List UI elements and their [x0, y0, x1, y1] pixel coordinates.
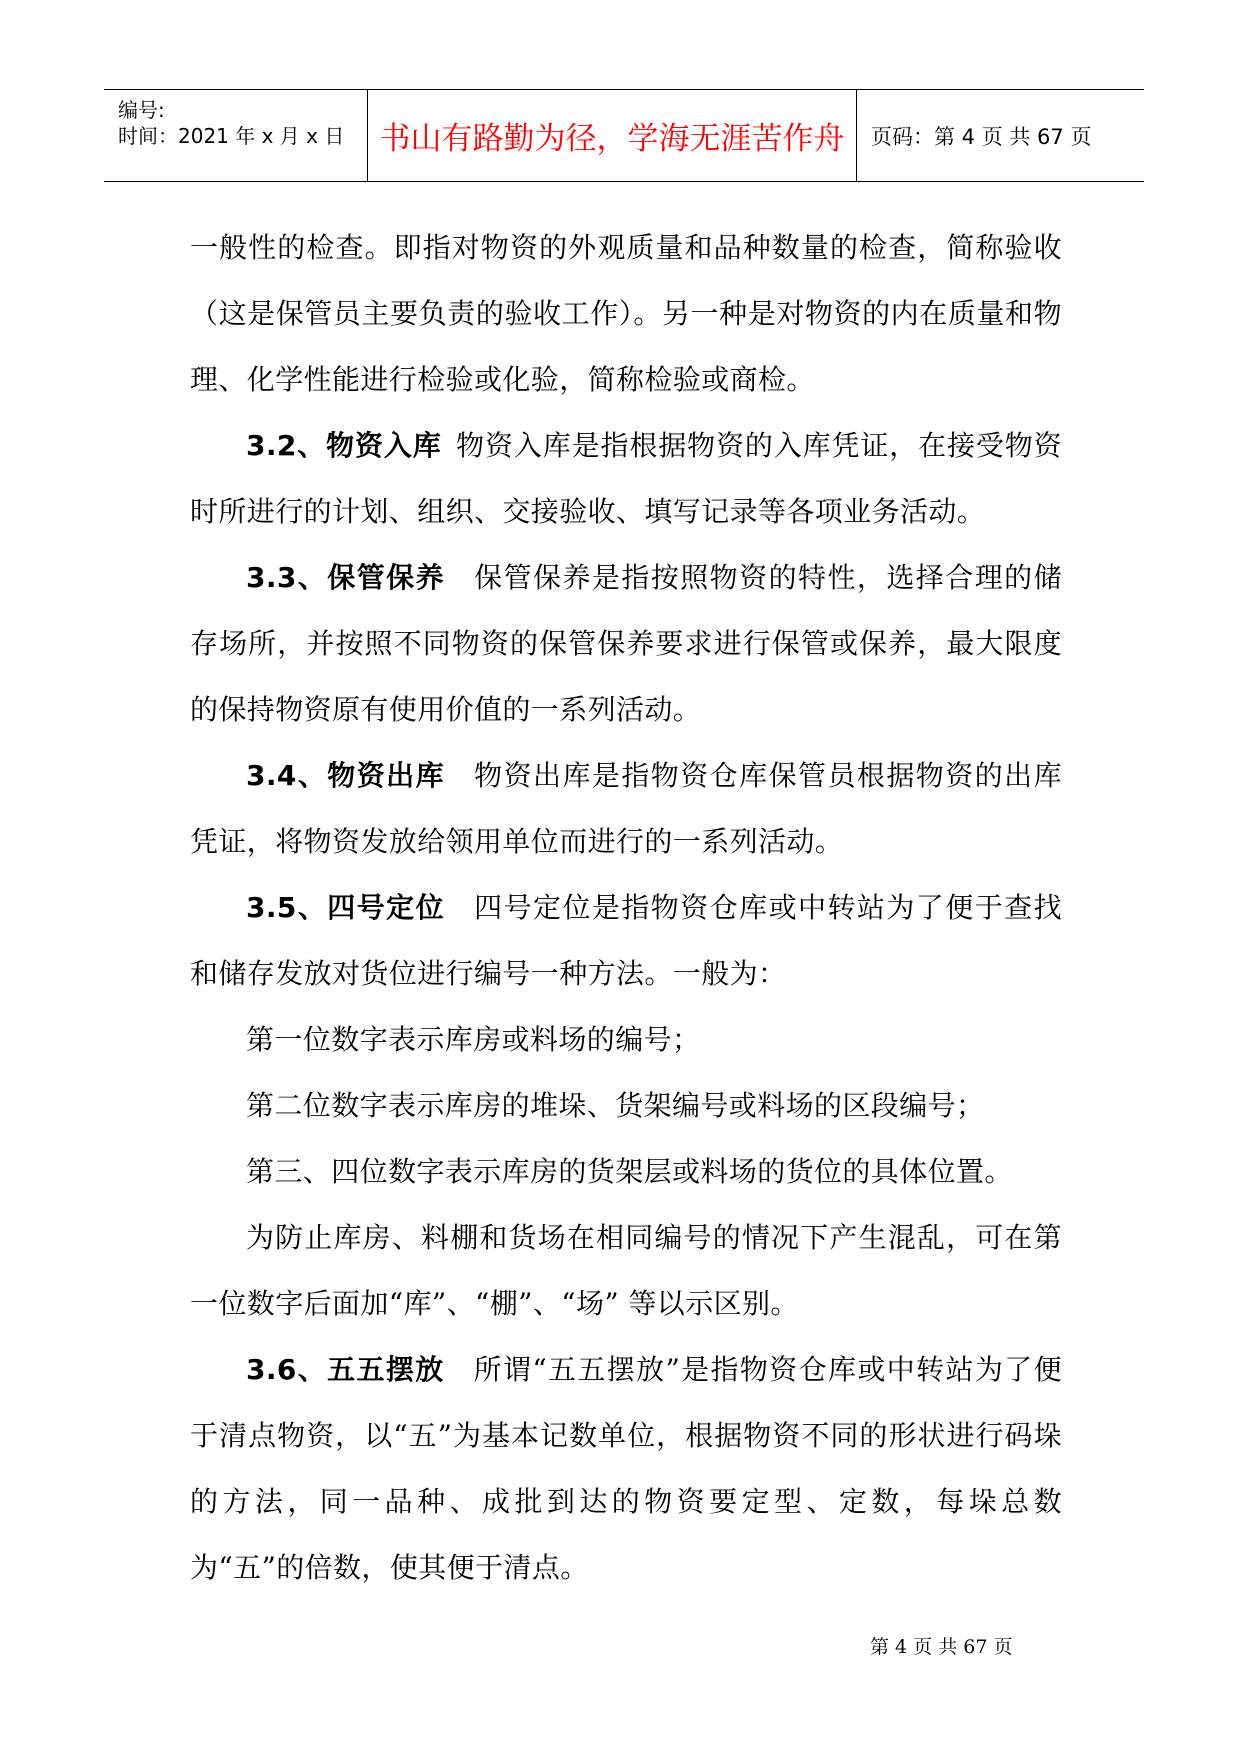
section-term-3-2: 3.2、物资入库: [246, 429, 442, 462]
paragraph-1: 一般性的检查。即指对物资的外观质量和品种数量的检查，简称验收（这是保管员主要负责的验收工作）。另一种是对物资的内在质量和物理、化学性能进行检验或化验，简称检验或商检。: [190, 231, 1062, 396]
section-text-3-3: 保管保养是指按照物资的特性，选择合理的储存场所，并按照不同物资的保管保养要求进行保管或保养，最大限度的保持物资原有使用价值的一系列活动。: [190, 561, 1062, 726]
paragraph-3-3: [190, 545, 1062, 743]
header-meta-cell: [104, 90, 368, 181]
paragraph-3-4: [190, 743, 1062, 875]
section-term-3-4: 3.4、物资出库: [246, 759, 446, 792]
paragraph-digit-3-4: 第三、四位数字表示库房的货架层或料场的货位的具体位置。: [246, 1155, 1013, 1188]
section-text-3-2: 物资入库是指根据物资的入库凭证，在接受物资时所进行的计划、组织、交接验收、填写记录等各项业务活动。: [190, 429, 1062, 528]
section-term-3-3: 3.3、保管保养: [246, 561, 446, 594]
document-time-label: 时间：2021 年 x 月 x 日: [118, 124, 345, 148]
document-number-label: 编号:: [118, 98, 165, 122]
paragraph-digit-2: 第二位数字表示库房的堆垛、货架编号或料场的区段编号；: [246, 1089, 985, 1122]
paragraph-3-2: [190, 413, 1062, 545]
section-term-3-5: 3.5、四号定位: [246, 891, 446, 924]
paragraph-3-5: [190, 875, 1062, 1007]
page-header: [104, 89, 1144, 182]
document-body: [190, 215, 1062, 1601]
paragraph-digit-1: 第一位数字表示库房或料场的编号；: [246, 1023, 701, 1056]
paragraph-3-6: [190, 1337, 1062, 1601]
section-text-3-6: 所谓“五五摆放”是指物资仓库或中转站为了便于清点物资，以“五”为基本记数单位，根据物资不同的形状进行码垛的方法，同一品种、成批到达的物资要定型、定数，每垛总数为“五”的倍数，使其便于清点。: [190, 1353, 1062, 1584]
page-footer: 第 4 页 共 67 页: [870, 1636, 1013, 1658]
header-motto-cell: [368, 90, 857, 181]
header-page-cell: [857, 90, 1144, 181]
paragraph-distinguish: 为防止库房、料棚和货场在相同编号的情况下产生混乱，可在第一位数字后面加“库”、“棚”、“场” 等以示区别。: [190, 1221, 1062, 1320]
section-term-3-6: 3.6、五五摆放: [246, 1353, 445, 1386]
header-motto: 书山有路勤为径，学海无涯苦作舟: [379, 121, 845, 157]
section-text-3-5: 四号定位是指物资仓库或中转站为了便于查找和储存发放对货位进行编号一种方法。一般为：: [190, 891, 1062, 990]
section-text-3-4: 物资出库是指物资仓库保管员根据物资的出库凭证，将物资发放给领用单位而进行的一系列活动。: [190, 759, 1062, 858]
header-page-label: 页码：第 4 页 共 67 页: [871, 124, 1092, 149]
